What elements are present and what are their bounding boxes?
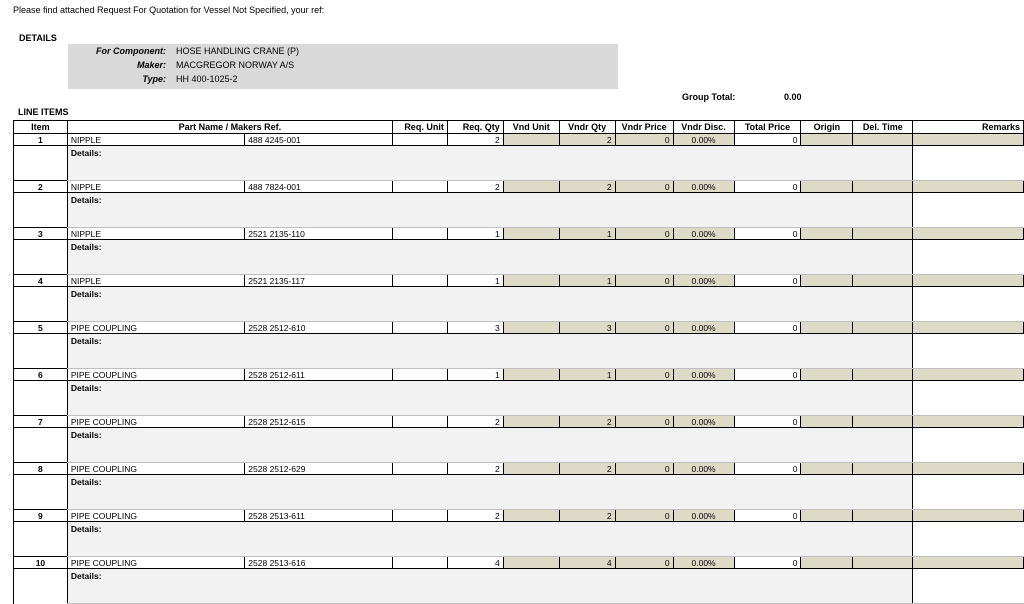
total-price-cell: 0 [734, 510, 801, 522]
table-row [14, 510, 1024, 522]
makers-ref-cell: 488 4245-001 [245, 134, 393, 146]
item-cell: 9 [14, 510, 68, 522]
req-unit-cell [392, 134, 447, 146]
col-item: Item [14, 121, 68, 134]
detail-row-type [68, 73, 618, 86]
table-header-row [14, 121, 1024, 134]
details-spacer [14, 334, 68, 369]
part-name-cell: PIPE COUPLING [67, 416, 244, 428]
details-remarks-spacer [913, 240, 1024, 275]
details-row [14, 569, 1024, 604]
origin-input[interactable] [801, 557, 853, 569]
vndr-qty-input[interactable]: 2 [559, 463, 615, 475]
vnd-unit-input[interactable] [503, 322, 559, 334]
vndr-disc-input[interactable]: 0.00% [673, 181, 734, 193]
req-qty-cell: 2 [447, 416, 503, 428]
vnd-unit-input[interactable] [503, 369, 559, 381]
req-qty-cell: 2 [447, 134, 503, 146]
remarks-input[interactable] [913, 275, 1024, 287]
vndr-disc-input[interactable]: 0.00% [673, 510, 734, 522]
details-field[interactable]: Details: [67, 569, 912, 604]
details-field[interactable]: Details: [67, 475, 912, 510]
details-row [14, 381, 1024, 416]
vnd-unit-input[interactable] [503, 181, 559, 193]
del-time-input[interactable] [853, 416, 913, 428]
col-origin: Origin [801, 121, 853, 134]
vndr-qty-input[interactable]: 1 [559, 369, 615, 381]
remarks-input[interactable] [913, 463, 1024, 475]
table-row [14, 557, 1024, 569]
table-row [14, 181, 1024, 193]
origin-input[interactable] [801, 369, 853, 381]
vnd-unit-input[interactable] [503, 275, 559, 287]
makers-ref-cell: 2528 2513-611 [245, 510, 393, 522]
details-field[interactable]: Details: [67, 146, 912, 181]
detail-value: HH 400-1025-2 [176, 74, 238, 84]
details-remarks-spacer [913, 522, 1024, 557]
vndr-disc-input[interactable]: 0.00% [673, 322, 734, 334]
vnd-unit-input[interactable] [503, 416, 559, 428]
details-spacer [14, 522, 68, 557]
item-cell: 10 [14, 557, 68, 569]
vndr-price-input[interactable]: 0 [615, 416, 673, 428]
del-time-input[interactable] [853, 322, 913, 334]
vndr-price-input[interactable]: 0 [615, 369, 673, 381]
detail-value: HOSE HANDLING CRANE (P) [176, 46, 300, 56]
origin-input[interactable] [801, 463, 853, 475]
req-qty-cell: 4 [447, 557, 503, 569]
makers-ref-cell: 2521 2135-110 [245, 228, 393, 240]
makers-ref-cell: 2528 2512-611 [245, 369, 393, 381]
detail-label: Type: [142, 74, 166, 84]
vndr-qty-input[interactable]: 1 [559, 275, 615, 287]
makers-ref-cell: 2528 2512-615 [245, 416, 393, 428]
req-unit-cell [392, 275, 447, 287]
remarks-input[interactable] [913, 228, 1024, 240]
details-remarks-spacer [913, 146, 1024, 181]
req-unit-cell [392, 510, 447, 522]
makers-ref-cell: 2528 2513-616 [245, 557, 393, 569]
vnd-unit-input[interactable] [503, 557, 559, 569]
table-row [14, 228, 1024, 240]
total-price-cell: 0 [734, 463, 801, 475]
details-spacer [14, 287, 68, 322]
vndr-disc-input[interactable]: 0.00% [673, 134, 734, 146]
req-qty-cell: 1 [447, 275, 503, 287]
col-total-price: Total Price [734, 121, 801, 134]
vndr-disc-input[interactable]: 0.00% [673, 369, 734, 381]
details-spacer [14, 569, 68, 604]
origin-input[interactable] [801, 134, 853, 146]
part-name-cell: PIPE COUPLING [67, 510, 244, 522]
details-remarks-spacer [913, 287, 1024, 322]
details-remarks-spacer [913, 334, 1024, 369]
vndr-qty-input[interactable]: 2 [559, 181, 615, 193]
detail-value: MACGREGOR NORWAY A/S [176, 60, 295, 70]
remarks-input[interactable] [913, 134, 1024, 146]
vnd-unit-input[interactable] [503, 228, 559, 240]
details-row [14, 287, 1024, 322]
details-field[interactable]: Details: [67, 240, 912, 275]
part-name-cell: PIPE COUPLING [67, 322, 244, 334]
vndr-qty-input[interactable]: 3 [559, 322, 615, 334]
vndr-qty-input[interactable]: 1 [559, 228, 615, 240]
item-cell: 7 [14, 416, 68, 428]
makers-ref-cell: 2528 2512-629 [245, 463, 393, 475]
details-row [14, 146, 1024, 181]
col-part-name: Part Name / Makers Ref. [67, 121, 392, 134]
details-field[interactable]: Details: [67, 193, 912, 228]
details-field[interactable]: Details: [67, 381, 912, 416]
col-vnd-unit: Vnd Unit [503, 121, 559, 134]
part-name-cell: NIPPLE [67, 181, 244, 193]
vndr-disc-input[interactable]: 0.00% [673, 557, 734, 569]
table-row [14, 416, 1024, 428]
col-vndr-qty: Vndr Qty [559, 121, 615, 134]
origin-input[interactable] [801, 416, 853, 428]
req-unit-cell [392, 416, 447, 428]
remarks-input[interactable] [913, 181, 1024, 193]
req-unit-cell [392, 369, 447, 381]
vndr-qty-input[interactable]: 2 [559, 510, 615, 522]
item-cell: 4 [14, 275, 68, 287]
details-remarks-spacer [913, 428, 1024, 463]
makers-ref-cell: 488 7824-001 [245, 181, 393, 193]
part-name-cell: NIPPLE [67, 134, 244, 146]
req-unit-cell [392, 322, 447, 334]
vndr-qty-input[interactable]: 4 [559, 557, 615, 569]
col-del-time: Del. Time [853, 121, 913, 134]
del-time-input[interactable] [853, 463, 913, 475]
vndr-disc-input[interactable]: 0.00% [673, 416, 734, 428]
total-price-cell: 0 [734, 181, 801, 193]
origin-input[interactable] [801, 322, 853, 334]
part-name-cell: PIPE COUPLING [67, 557, 244, 569]
details-remarks-spacer [913, 193, 1024, 228]
col-vndr-price: Vndr Price [615, 121, 673, 134]
details-row [14, 240, 1024, 275]
table-row [14, 134, 1024, 146]
details-row [14, 522, 1024, 557]
vnd-unit-input[interactable] [503, 134, 559, 146]
details-remarks-spacer [913, 569, 1024, 604]
req-unit-cell [392, 181, 447, 193]
vndr-price-input[interactable]: 0 [615, 510, 673, 522]
details-box [68, 44, 618, 89]
part-name-cell: PIPE COUPLING [67, 463, 244, 475]
details-heading: DETAILS [19, 33, 57, 43]
remarks-input[interactable] [913, 557, 1024, 569]
item-cell: 1 [14, 134, 68, 146]
vndr-disc-input[interactable]: 0.00% [673, 275, 734, 287]
item-cell: 6 [14, 369, 68, 381]
details-row [14, 428, 1024, 463]
group-total-value: 0.00 [784, 92, 802, 102]
vndr-disc-input[interactable]: 0.00% [673, 463, 734, 475]
origin-input[interactable] [801, 275, 853, 287]
remarks-input[interactable] [913, 369, 1024, 381]
detail-label: For Component: [96, 46, 166, 56]
item-cell: 3 [14, 228, 68, 240]
del-time-input[interactable] [853, 369, 913, 381]
line-items-heading: LINE ITEMS [18, 107, 69, 117]
table-row [14, 463, 1024, 475]
item-cell: 2 [14, 181, 68, 193]
remarks-input[interactable] [913, 416, 1024, 428]
part-name-cell: PIPE COUPLING [67, 369, 244, 381]
total-price-cell: 0 [734, 228, 801, 240]
total-price-cell: 0 [734, 557, 801, 569]
col-req-unit: Req. Unit [392, 121, 447, 134]
details-spacer [14, 193, 68, 228]
req-qty-cell: 2 [447, 463, 503, 475]
vndr-price-input[interactable]: 0 [615, 134, 673, 146]
req-unit-cell [392, 463, 447, 475]
details-spacer [14, 428, 68, 463]
vndr-qty-input[interactable]: 2 [559, 416, 615, 428]
detail-row-component [68, 45, 618, 58]
part-name-cell: NIPPLE [67, 275, 244, 287]
details-row [14, 334, 1024, 369]
details-spacer [14, 146, 68, 181]
table-row [14, 322, 1024, 334]
vndr-qty-input[interactable]: 2 [559, 134, 615, 146]
intro-text: Please find attached Request For Quotation for Vessel Not Specified, your ref: [13, 5, 325, 15]
req-qty-cell: 2 [447, 510, 503, 522]
vndr-price-input[interactable]: 0 [615, 181, 673, 193]
req-unit-cell [392, 557, 447, 569]
makers-ref-cell: 2521 2135-117 [245, 275, 393, 287]
detail-row-maker [68, 59, 618, 72]
item-cell: 5 [14, 322, 68, 334]
origin-input[interactable] [801, 510, 853, 522]
remarks-input[interactable] [913, 510, 1024, 522]
details-field[interactable]: Details: [67, 522, 912, 557]
vndr-price-input[interactable]: 0 [615, 228, 673, 240]
details-field[interactable]: Details: [67, 287, 912, 322]
total-price-cell: 0 [734, 134, 801, 146]
item-cell: 8 [14, 463, 68, 475]
details-row [14, 193, 1024, 228]
del-time-input[interactable] [853, 181, 913, 193]
total-price-cell: 0 [734, 416, 801, 428]
group-total-label: Group Total: [682, 92, 736, 102]
makers-ref-cell: 2528 2512-610 [245, 322, 393, 334]
remarks-input[interactable] [913, 322, 1024, 334]
origin-input[interactable] [801, 228, 853, 240]
col-vndr-disc: Vndr Disc. [673, 121, 734, 134]
vndr-disc-input[interactable]: 0.00% [673, 228, 734, 240]
line-items-table [13, 120, 1024, 604]
details-remarks-spacer [913, 381, 1024, 416]
details-spacer [14, 240, 68, 275]
origin-input[interactable] [801, 181, 853, 193]
req-qty-cell: 2 [447, 181, 503, 193]
vndr-price-input[interactable]: 0 [615, 322, 673, 334]
total-price-cell: 0 [734, 322, 801, 334]
col-remarks: Remarks [913, 121, 1024, 134]
part-name-cell: NIPPLE [67, 228, 244, 240]
details-spacer [14, 381, 68, 416]
details-remarks-spacer [913, 475, 1024, 510]
del-time-input[interactable] [853, 228, 913, 240]
vnd-unit-input[interactable] [503, 510, 559, 522]
col-req-qty: Req. Qty [447, 121, 503, 134]
req-qty-cell: 1 [447, 369, 503, 381]
del-time-input[interactable] [853, 134, 913, 146]
detail-label: Maker: [136, 60, 166, 70]
table-row [14, 275, 1024, 287]
vnd-unit-input[interactable] [503, 463, 559, 475]
req-qty-cell: 3 [447, 322, 503, 334]
vndr-price-input[interactable]: 0 [615, 463, 673, 475]
total-price-cell: 0 [734, 369, 801, 381]
details-field[interactable]: Details: [67, 428, 912, 463]
del-time-input[interactable] [853, 557, 913, 569]
vndr-price-input[interactable]: 0 [615, 557, 673, 569]
details-row [14, 475, 1024, 510]
vndr-price-input[interactable]: 0 [615, 275, 673, 287]
table-row [14, 369, 1024, 381]
details-spacer [14, 475, 68, 510]
req-qty-cell: 1 [447, 228, 503, 240]
details-field[interactable]: Details: [67, 334, 912, 369]
del-time-input[interactable] [853, 510, 913, 522]
req-unit-cell [392, 228, 447, 240]
total-price-cell: 0 [734, 275, 801, 287]
del-time-input[interactable] [853, 275, 913, 287]
